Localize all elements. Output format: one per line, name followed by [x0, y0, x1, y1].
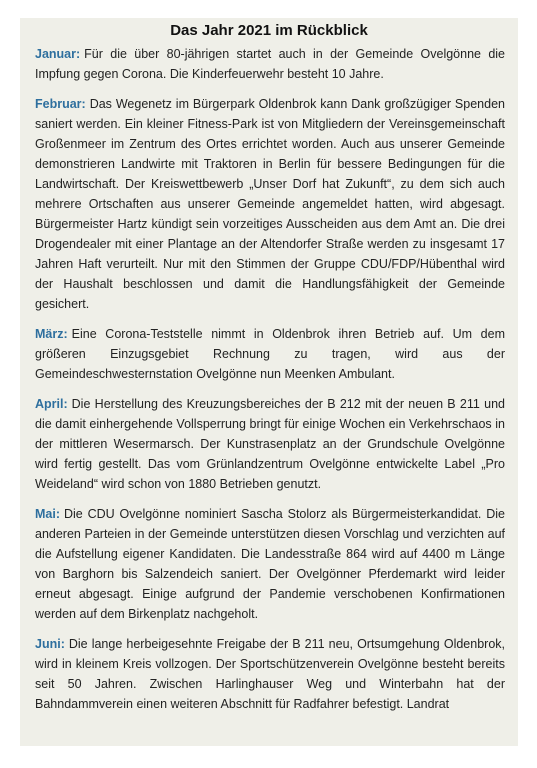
entry-text: Die Herstellung des Kreuzungsbereiches der B 212 mit der neuen B 211 und die damit einhergehende Vollsperrung bringt für einige Wochen ein Verkehrschaos in der mittleren Wesermarsch. Der Kunstrasenplatz an der Grundschule Ovelgönne wird fertig gestellt. Das vom Grünlandzentrum Ovelgönne entwickelte Label „Pro Weideland“ wird schon von 1880 Betrieben genutzt.: [35, 397, 505, 491]
entry-text: Die CDU Ovelgönne nominiert Sascha Stolorz als Bürgermeisterkandidat. Die anderen Parteien in der Gemeinde unterstützen diesen Vorschlag und verzichten auf die Aufstellung eigener Kandidaten. Die Landesstraße 864 wird auf 4400 m Länge von Barghorn bis Salzendeich saniert. Der Ovelgönner Pferdemarkt wird leider erneut abgesagt. Einige aufgrund der Pandemie verschobenen Konfirmationen werden auf dem Birkenplatz nachgeholt.: [35, 507, 505, 621]
entry-text: Für die über 80-jährigen startet auch in der Gemeinde Ovelgönne die Impfung gegen Corona. Die Kinderfeuerwehr besteht 10 Jahre.: [35, 47, 505, 81]
document-page: [20, 18, 518, 746]
month-label: April:: [35, 397, 68, 411]
entry-text: Die lange herbeigesehnte Freigabe der B 211 neu, Ortsumgehung Oldenbrok, wird in kleinem Kreis vollzogen. Der Sportschützenverein Ovelgönne besteht bereits seit 50 Jahren. Zwischen Harlinghauser Weg und Winterbahn hat der Bahndammverein einen weiteren Abschnitt für Radfahrer befestigt. Landrat: [35, 637, 505, 711]
month-label: Januar:: [35, 47, 81, 61]
month-label: Mai:: [35, 507, 60, 521]
month-label: März:: [35, 327, 68, 341]
month-label: Februar:: [35, 97, 86, 111]
entry-januar: [35, 44, 505, 84]
entry-mai: [35, 504, 505, 624]
document-body: [35, 44, 505, 724]
entry-maerz: [35, 324, 505, 384]
document-title: Das Jahr 2021 im Rückblick: [170, 22, 368, 39]
month-label: Juni:: [35, 637, 65, 651]
entry-juni: [35, 634, 505, 714]
entry-februar: [35, 94, 505, 314]
entry-text: Eine Corona-Teststelle nimmt in Oldenbrok ihren Betrieb auf. Um dem größeren Einzugsgebiet Rechnung zu tragen, wird aus der Gemeindeschwesternstation Ovelgönne nun Meenken Ambulant.: [35, 327, 505, 381]
entry-text: Das Wegenetz im Bürgerpark Oldenbrok kann Dank großzügiger Spenden saniert werden. Ein kleiner Fitness-Park ist von Mitgliedern der Vereinsgemeinschaft Großenmeer im Zentrum des Ortes errichtet worden. Auch aus unserer Gemeinde demonstrieren Landwirte mit Traktoren in Berlin für bessere Bedingungen für die Landwirtschaft. Der Kreiswettbewerb „Unser Dorf hat Zukunft“, zu dem sich auch mehrere Ortschaften aus unserer Gemeinde angemeldet hatten, wird abgesagt. Bürgermeister Hartz kündigt sein vorzeitiges Ausscheiden aus dem Amt an. Die drei Drogendealer mit einer Plantage an der Altendorfer Straße werden zu insgesamt 17 Jahren Haft verurteilt. Nur mit den Stimmen der Gruppe CDU/FDP/Hübenthal wird der Haushalt beschlossen und damit die Handlungsfähigkeit der Gemeinde gesichert.: [35, 97, 505, 311]
entry-april: [35, 394, 505, 494]
